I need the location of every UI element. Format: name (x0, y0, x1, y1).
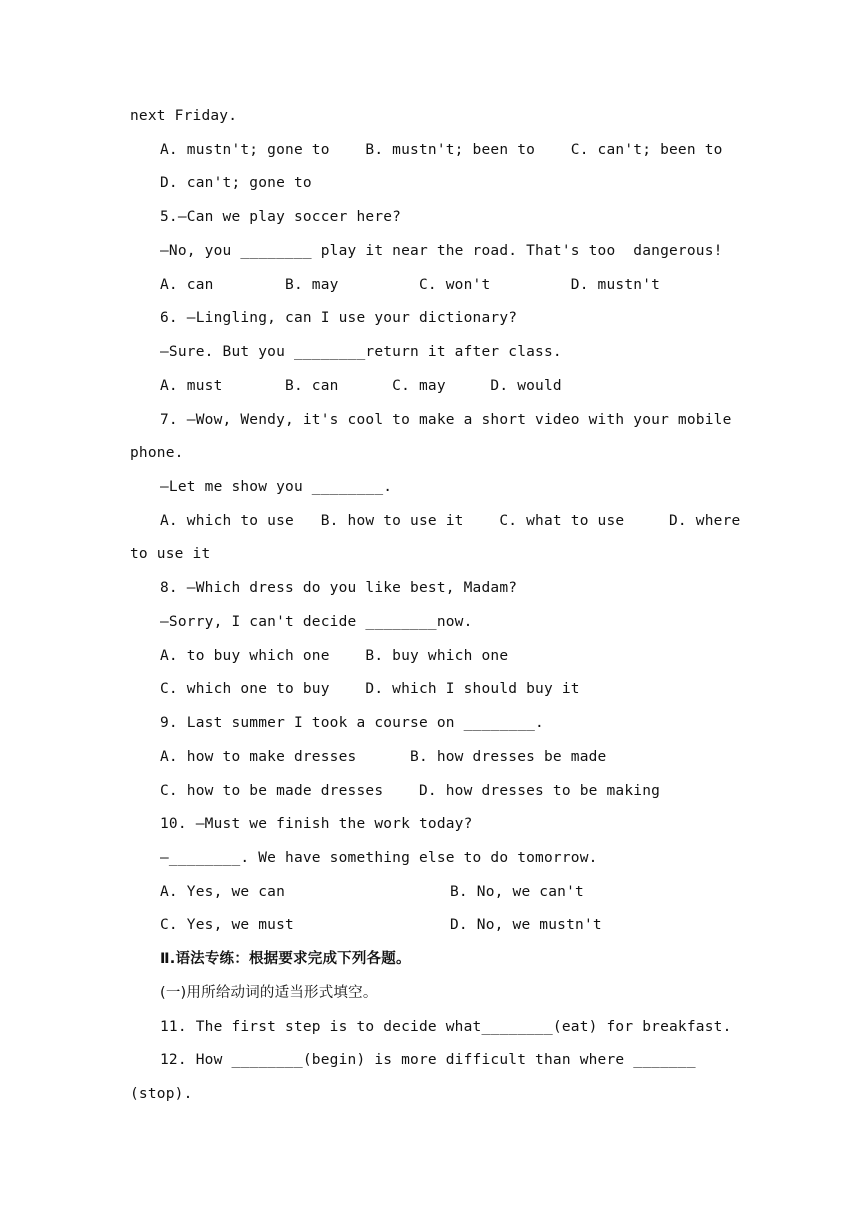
text-line: —Sorry, I can't decide ________now. (160, 614, 473, 630)
text-line: —Let me show you ________. (160, 479, 393, 495)
question-5: 5.—Can we play soccer here? (160, 209, 402, 225)
option-line: A. can B. may C. won't D. mustn't (160, 277, 661, 293)
option-b: B. No, we can't (450, 884, 584, 900)
text-line: —Sure. But you ________return it after class. (160, 344, 562, 360)
question-7: 7. —Wow, Wendy, it's cool to make a short video with your mobile (160, 412, 732, 428)
text-line: to use it (130, 546, 211, 562)
option-d: D. No, we mustn't (450, 917, 602, 933)
question-10: 10. —Must we finish the work today? (160, 816, 473, 832)
option-a: A. Yes, we can (160, 884, 286, 900)
option-line: A. mustn't; gone to B. mustn't; been to C. can't; been to (160, 142, 723, 158)
section-heading: Ⅱ.语法专练：根据要求完成下列各题。 (160, 951, 411, 967)
text-line: next Friday. (130, 108, 238, 124)
question-9: 9. Last summer I took a course on ________. (160, 715, 544, 731)
option-c: C. Yes, we must (160, 917, 294, 933)
option-line: C. how to be made dresses D. how dresses to be making (160, 783, 661, 799)
question-6: 6. —Lingling, can I use your dictionary? (160, 310, 518, 326)
option-line: A. how to make dresses B. how dresses be made (160, 749, 607, 765)
question-12: 12. How ________(begin) is more difficult than where _______ (160, 1052, 696, 1068)
subsection-heading: (一)用所给动词的适当形式填空。 (160, 985, 378, 1001)
option-line: D. can't; gone to (160, 175, 312, 191)
option-line: A. to buy which one B. buy which one (160, 648, 509, 664)
text-line: phone. (130, 445, 184, 461)
option-line: A. which to use B. how to use it C. what to use D. where (160, 513, 741, 529)
option-line: A. must B. can C. may D. would (160, 378, 562, 394)
question-11: 11. The first step is to decide what________(eat) for breakfast. (160, 1019, 732, 1035)
text-line: (stop). (130, 1086, 193, 1102)
text-line: —No, you ________ play it near the road. That's too dangerous! (160, 243, 723, 259)
option-line: C. which one to buy D. which I should buy it (160, 681, 580, 697)
question-8: 8. —Which dress do you like best, Madam? (160, 580, 518, 596)
text-line: —________. We have something else to do tomorrow. (160, 850, 598, 866)
